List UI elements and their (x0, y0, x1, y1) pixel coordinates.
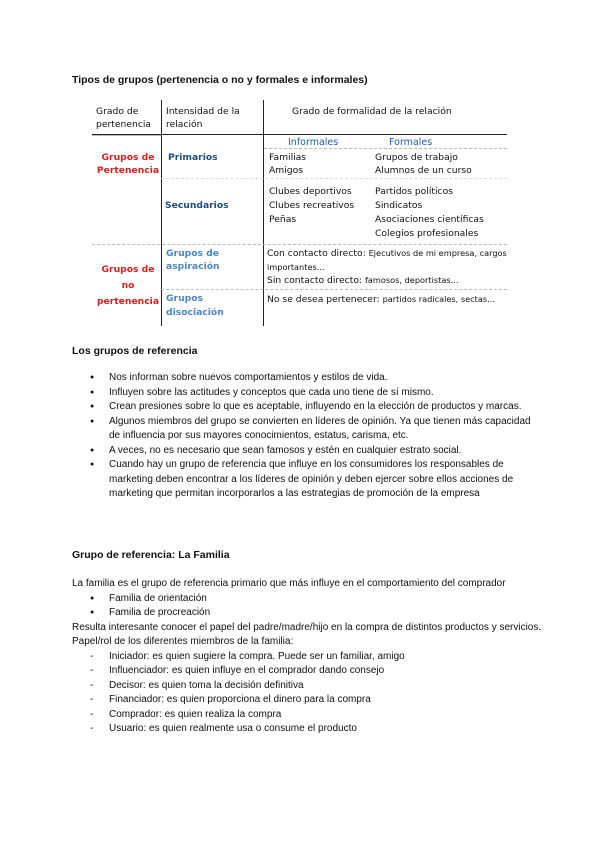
label-grupos-aspiracion: Grupos de aspiración (166, 248, 220, 272)
secundarios-formales-1: Partidos políticos (375, 186, 454, 197)
header-grado-formalidad: Grado de formalidad de la relación (292, 106, 452, 117)
list-item: - Influenciador: es quien influye en el comprador dando consejo (72, 664, 542, 679)
secundarios-informales-1: Clubes deportivos (269, 186, 352, 197)
familia-paragraph-3: Papel/rol de los diferentes miembros de la familia: (72, 636, 294, 647)
list-item: ● Algunos miembros del grupo se convierten en líderes de opinión. Ya que tienen más capacidad de influencia por sus mayores conocimientos, estatus, carisma, etc. (72, 415, 542, 444)
disociacion-label: No se desea pertenecer: (267, 294, 380, 305)
secundarios-formales-2: Sindicatos (375, 200, 423, 211)
header-grado-pertenencia: Grado de pertenencia (96, 106, 152, 130)
secundarios-informales-2: Clubes recreativos (269, 200, 355, 211)
primarios-formales-1: Grupos de trabajo (375, 152, 458, 163)
primarios-informales-2: Amigos (269, 165, 304, 176)
secundarios-informales-3: Peñas (269, 214, 297, 225)
familia-intro: La familia es el grupo de referencia primario que más influye en el comportamiento del comprador (72, 578, 506, 589)
familia-section (72, 577, 542, 737)
familia-tipos-list (72, 592, 542, 621)
list-item: ● Familia de procreación (72, 606, 542, 621)
aspiracion-con-contacto-text: Ejecutivos de mi empresa, cargos importantes... (267, 248, 507, 272)
header-intensidad: Intensidad de la relación (166, 106, 240, 130)
list-item: - Iniciador: es quien sugiere la compra. Puede ser un familiar, amigo (72, 650, 542, 665)
aspiracion-con-contacto (267, 247, 507, 274)
list-item: ● Familia de orientación (72, 592, 542, 607)
familia-paragraph-2: Resulta interesante conocer el papel del padre/madre/hijo en la compra de distintos productos y servicios. (72, 621, 542, 633)
list-item: ● Cuando hay un grupo de referencia que influye en los consumidores los responsables de marketing deben encontrar a los líderes de opinión y deben ejercer sobre ellos acciones de marketing que permitan incorporarlos a las estrategias de promoción de la empresa (72, 458, 542, 502)
list-item: ● Nos informan sobre nuevos comportamientos y estilos de vida. (72, 371, 542, 386)
familia-roles-list (72, 650, 542, 737)
list-item: ● Influyen sobre las actitudes y conceptos que cada uno tiene de sí mismo. (72, 386, 542, 401)
disociacion-no-pertenecer (267, 293, 507, 307)
heading-la-familia: Grupo de referencia: La Familia (72, 549, 230, 561)
label-secundarios: Secundarios (165, 200, 229, 211)
list-item: - Decisor: es quien toma la decisión definitiva (72, 679, 542, 694)
disociacion-text: partidos radicales, sectas... (382, 294, 495, 304)
list-item: - Usuario: es quien realmente usa o consume el producto (72, 722, 542, 737)
referencia-list (72, 371, 542, 502)
list-item: ● Crean presiones sobre lo que es aceptable, influyendo en la elección de productos y marcas. (72, 400, 542, 415)
list-item: - Comprador: es quien realiza la compra (72, 708, 542, 723)
heading-tipos-de-grupos: Tipos de grupos (pertenencia o no y formales e informales) (72, 74, 368, 86)
header-formales: Formales (389, 137, 433, 148)
label-grupos-pertenencia: Grupos de Pertenencia (96, 152, 160, 176)
primarios-informales-1: Familias (269, 152, 307, 163)
label-grupos-no-pertenencia: Grupos de no pertenencia (96, 264, 160, 307)
secundarios-formales-3: Asociaciones científicas (375, 214, 484, 225)
label-primarios: Primarios (168, 152, 218, 163)
primarios-formales-2: Alumnos de un curso (375, 165, 472, 176)
aspiracion-con-contacto-label: Con contacto directo: (267, 248, 366, 259)
heading-grupos-de-referencia: Los grupos de referencia (72, 345, 198, 357)
groups-table (92, 100, 507, 326)
aspiracion-sin-contacto-label: Sin contacto directo: (267, 275, 363, 286)
secundarios-formales-4: Colegios profesionales (375, 228, 479, 239)
list-item: - Financiador: es quien proporciona el dinero para la compra (72, 693, 542, 708)
header-informales: Informales (288, 137, 339, 148)
label-grupos-disociacion: Grupos disociación (166, 293, 224, 318)
aspiracion-sin-contacto (267, 274, 507, 288)
list-item: ● A veces, no es necesario que sean famosos y estén en cualquier estrato social. (72, 444, 542, 459)
aspiracion-sin-contacto-text: famosos, deportistas... (364, 275, 459, 285)
referencia-list-section (72, 371, 542, 502)
